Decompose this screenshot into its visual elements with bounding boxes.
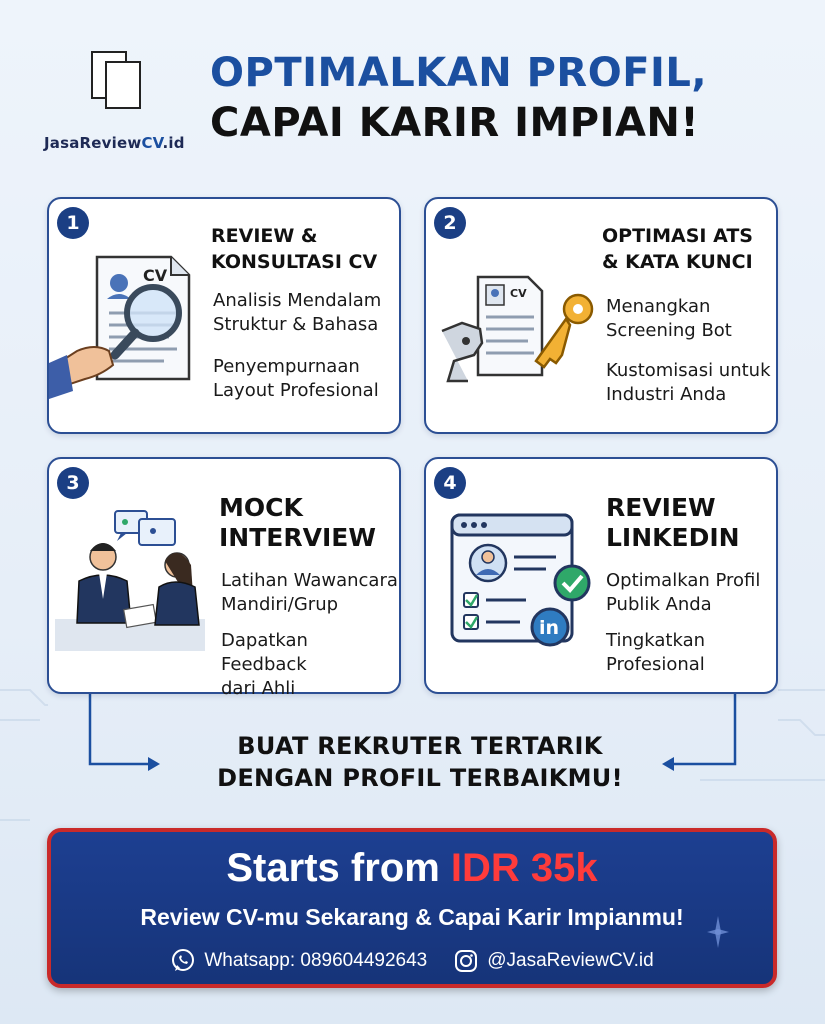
card-title: OPTIMASI ATS & KATA KUNCI: [602, 225, 753, 273]
card-point-1: Analisis Mendalam Struktur & Bahasa: [213, 290, 382, 335]
card-point-2: Tingkatkan Profesional: [606, 630, 706, 675]
brand-name-tail: .id: [162, 134, 185, 152]
card-point-2: Penyempurnaan Layout Profesional: [213, 356, 379, 401]
interview-icon: [55, 503, 215, 653]
pricing-prefix: Starts from: [226, 846, 451, 890]
pricing-headline: [51, 846, 773, 891]
card-title: REVIEW LINKEDIN: [606, 493, 740, 552]
cta-line-1: BUAT REKRUTER TERTARIK: [237, 732, 603, 760]
card-number-badge: 3: [57, 467, 89, 499]
card-number-badge: 4: [434, 467, 466, 499]
card-title: REVIEW & KONSULTASI CV: [211, 225, 378, 273]
cv-label: CV: [143, 266, 168, 285]
cv-label: CV: [510, 287, 527, 300]
brand-name-main: JasaReview: [44, 134, 142, 152]
page-title: [210, 48, 810, 148]
cta-line-2: DENGAN PROFIL TERBAIKMU!: [217, 764, 623, 792]
contact-row: [51, 948, 773, 974]
pricing-banner: [47, 828, 777, 988]
whatsapp-contact[interactable]: [170, 948, 427, 974]
card-number-badge: 2: [434, 207, 466, 239]
linkedin-profile-icon: [446, 511, 596, 651]
card-title: MOCK INTERVIEW: [219, 493, 376, 552]
service-card-cv-review: [47, 197, 401, 434]
headline-line-1: OPTIMALKAN PROFIL,: [210, 50, 708, 96]
call-to-action-text: [160, 730, 680, 794]
sparkle-icon: [707, 916, 729, 948]
price-value: IDR 35k: [450, 846, 598, 890]
card-number-badge: 1: [57, 207, 89, 239]
instagram-handle: @JasaReviewCV.id: [487, 950, 654, 971]
brand-name: [44, 134, 185, 152]
card-point-2: Kustomisasi untuk Industri Anda: [606, 360, 771, 405]
service-card-linkedin-review: [424, 457, 778, 694]
document-stack-icon: [88, 48, 148, 112]
brand-name-accent: CV: [141, 134, 163, 152]
whatsapp-icon: [170, 948, 196, 974]
service-card-ats-optimization: [424, 197, 778, 434]
linkedin-label: in: [539, 617, 560, 639]
card-point-1: Latihan Wawancara Mandiri/Grup: [221, 570, 398, 615]
service-card-mock-interview: [47, 457, 401, 699]
instagram-contact[interactable]: [453, 948, 653, 974]
robot-key-icon: [438, 271, 598, 391]
headline-line-2: CAPAI KARIR IMPIAN!: [210, 100, 700, 146]
whatsapp-number: Whatsapp: 089604492643: [204, 950, 428, 971]
instagram-icon: [453, 948, 479, 974]
brand-logo: [40, 48, 200, 158]
card-point-1: Menangkan Screening Bot: [606, 296, 732, 341]
card-point-2: Dapatkan Feedback dari Ahli: [221, 630, 308, 699]
card-point-1: Optimalkan Profil Publik Anda: [606, 570, 761, 615]
cv-magnifier-icon: [49, 251, 199, 401]
banner-subtitle: Review CV-mu Sekarang & Capai Karir Impianmu!: [140, 904, 684, 930]
